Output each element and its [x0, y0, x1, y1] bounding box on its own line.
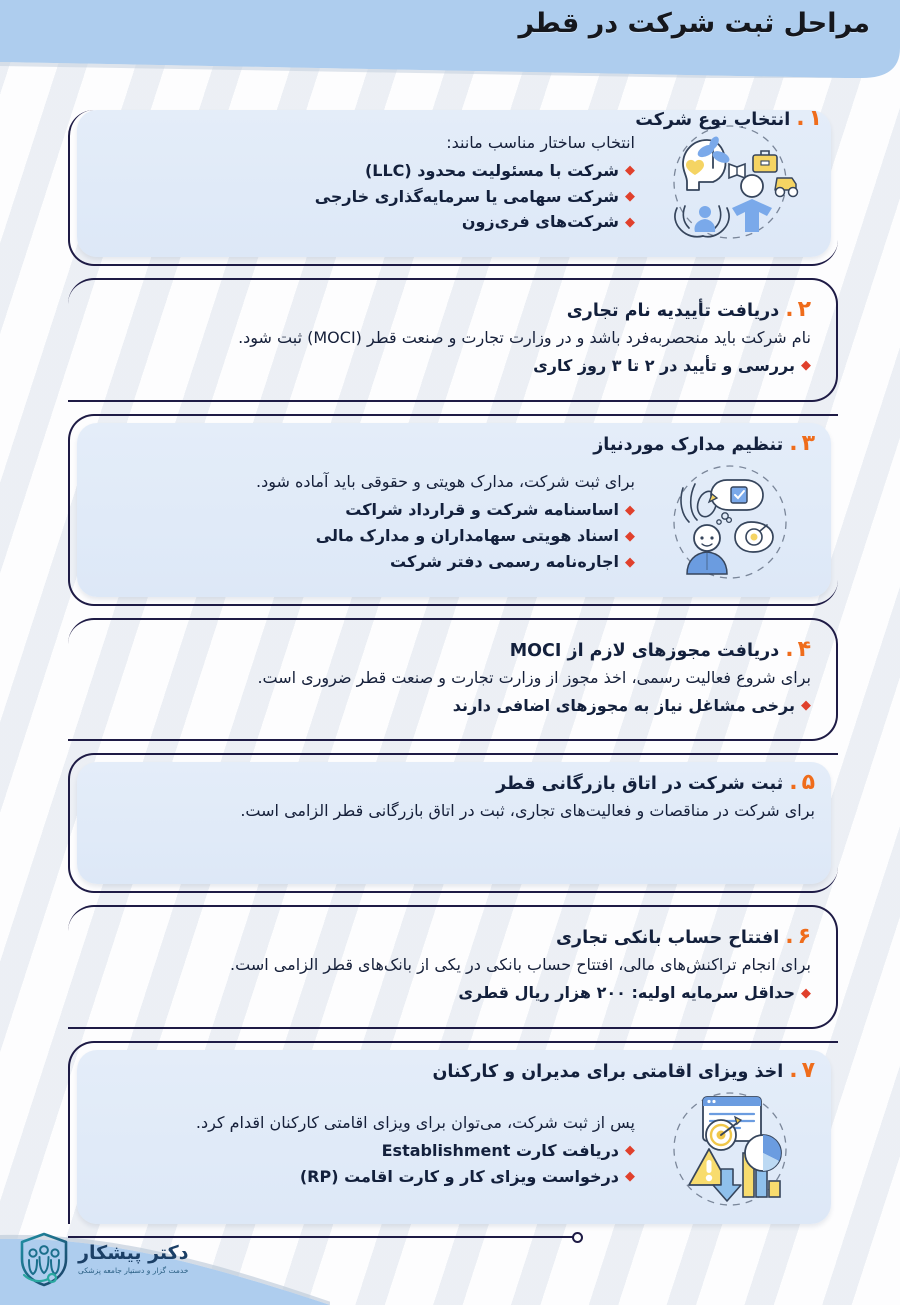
step-3-dot: . — [789, 430, 798, 456]
brand-logo — [18, 1231, 188, 1287]
step-4-desc: برای شروع فعالیت رسمی، اخذ مجوز از وزارت تجارت و صنعت قطر ضروری است. — [257, 667, 811, 687]
step-6-desc: برای انجام تراکنش‌های مالی، افتتاح حساب بانکی در یکی از بانک‌های قطر الزامی است. — [230, 955, 811, 975]
step-3-desc: برای ثبت شرکت، مدارک هویتی و حقوقی باید آماده شود. — [256, 472, 635, 492]
step-7-number: ۷ — [801, 1058, 815, 1084]
step-6-number: ۶ — [797, 924, 811, 950]
list-item — [93, 353, 811, 379]
step-3-frame — [68, 414, 838, 606]
step-2-bullets — [93, 353, 811, 379]
step-2-bullet-1: بررسی و تأیید در ۲ تا ۳ روز کاری — [533, 355, 795, 375]
step-3-bullet-3: اجاره‌نامه رسمی دفتر شرکت — [390, 552, 619, 572]
step-4-dot: . — [785, 636, 794, 662]
header-banner — [0, 0, 900, 78]
brand-name: دکتر پیشکار — [78, 1242, 189, 1265]
step-3-title: تنظیم مدارک موردنیاز — [593, 434, 784, 455]
report-analytics-icon — [655, 1087, 805, 1212]
step-3-heading — [93, 430, 815, 457]
step-1-card — [77, 106, 831, 257]
step-7-bullet-1: دریافت کارت Establishment — [381, 1140, 619, 1160]
people-growth-icon — [655, 120, 805, 245]
step-1 — [0, 106, 900, 266]
step-1-bullet-2: شرکت سهامی یا سرمایه‌گذاری خارجی — [314, 186, 619, 206]
step-1-title: انتخاب نوع شرکت — [635, 110, 791, 130]
list-item — [93, 1164, 635, 1190]
step-4-bullets — [93, 693, 811, 719]
step-2-desc: نام شرکت باید منحصربه‌فرد باشد و در وزارت تجارت و صنعت قطر (MOCI) ثبت شود. — [238, 327, 811, 347]
step-5-title: ثبت شرکت در اتاق بازرگانی قطر — [496, 774, 784, 795]
list-item — [93, 209, 635, 235]
list-item — [93, 158, 635, 184]
step-6-title: افتتاح حساب بانکی تجاری — [555, 928, 780, 949]
list-item — [93, 693, 811, 719]
step-2-dot: . — [785, 297, 794, 322]
step-5 — [0, 753, 900, 893]
step-6-bullets — [93, 980, 811, 1006]
diamond-bullet-icon: ◆ — [625, 163, 635, 179]
step-1-illustration — [645, 120, 815, 245]
step-1-dot: . — [796, 106, 805, 131]
diamond-bullet-icon: ◆ — [625, 554, 635, 570]
step-2 — [0, 278, 900, 402]
step-1-frame — [68, 106, 838, 266]
step-7-title: اخذ ویزای اقامتی برای مدیران و کارکنان — [432, 1062, 784, 1083]
steps-list — [0, 88, 900, 1231]
step-7-desc: پس از ثبت شرکت، می‌توان برای ویزای اقامتی کارکنان اقدام کرد. — [195, 1112, 635, 1132]
step-1-body — [93, 120, 815, 245]
step-6-frame — [68, 905, 838, 1029]
step-3-number: ۳ — [801, 430, 815, 456]
page-title: مراحل ثبت شرکت در قطر — [518, 8, 870, 39]
step-3 — [0, 414, 900, 606]
step-6 — [0, 905, 900, 1029]
thinking-person-icon — [655, 460, 805, 585]
list-item — [93, 523, 635, 549]
list-item — [93, 1138, 635, 1164]
brand-tagline: خدمت گزار و دستیار جامعه پزشکی — [78, 1265, 189, 1275]
step-5-dot: . — [789, 770, 798, 796]
step-3-body — [93, 460, 815, 585]
list-item — [93, 980, 811, 1006]
diamond-bullet-icon: ◆ — [625, 528, 635, 544]
step-7-closing-dot — [572, 1232, 583, 1243]
step-6-heading — [93, 926, 811, 950]
step-2-card — [75, 287, 829, 393]
shield-family-stethoscope-icon — [18, 1231, 70, 1287]
step-5-heading — [93, 772, 815, 796]
step-7-bullets — [93, 1138, 635, 1190]
step-7-illustration — [645, 1087, 815, 1212]
diamond-bullet-icon: ◆ — [625, 189, 635, 204]
step-4-frame — [68, 618, 838, 742]
list-item — [93, 497, 635, 523]
diamond-bullet-icon: ◆ — [801, 985, 811, 1001]
diamond-bullet-icon: ◆ — [801, 697, 811, 713]
step-3-text — [93, 469, 635, 575]
step-2-title: دریافت تأییدیه نام تجاری — [566, 301, 780, 321]
step-7-body — [93, 1087, 815, 1212]
step-1-desc: انتخاب ساختار مناسب مانند: — [446, 132, 635, 152]
step-2-number: ۲ — [797, 297, 811, 322]
step-2-heading — [93, 299, 811, 323]
step-1-bullet-3: شرکت‌های فری‌زون — [461, 212, 619, 232]
step-7-dot: . — [789, 1058, 798, 1084]
step-4-card — [75, 627, 829, 733]
step-4-bullet-1: برخی مشاغل نیاز به مجوزهای اضافی دارند — [452, 695, 795, 715]
step-6-card — [75, 914, 829, 1020]
step-7-heading — [93, 1060, 815, 1084]
step-7-text — [93, 1110, 635, 1190]
step-1-number: ۱ — [808, 106, 822, 131]
step-4 — [0, 618, 900, 742]
step-4-number: ۴ — [797, 636, 811, 662]
step-7-bullet-2: درخواست ویزای کار و کارت اقامت (RP) — [299, 1166, 619, 1186]
list-item — [93, 184, 635, 210]
step-1-text — [93, 130, 635, 236]
diamond-bullet-icon: ◆ — [625, 502, 635, 518]
step-1-bullets — [93, 158, 635, 236]
step-7-frame — [68, 1041, 838, 1224]
step-6-dot: . — [785, 924, 794, 950]
diamond-bullet-icon: ◆ — [625, 1143, 635, 1159]
list-item — [93, 549, 635, 575]
step-3-illustration — [645, 460, 815, 585]
step-3-bullets — [93, 497, 635, 575]
step-5-frame — [68, 753, 838, 893]
step-2-frame — [68, 278, 838, 402]
diamond-bullet-icon: ◆ — [801, 358, 811, 374]
step-1-heading — [635, 108, 822, 132]
step-7-card — [77, 1050, 831, 1224]
diamond-bullet-icon: ◆ — [625, 1169, 635, 1185]
step-1-bullet-1: شرکت با مسئولیت محدود (LLC) — [364, 160, 619, 180]
step-3-bullet-1: اساسنامه شرکت و قرارداد شراکت — [345, 500, 619, 520]
diamond-bullet-icon: ◆ — [625, 214, 635, 230]
step-7 — [0, 1041, 900, 1224]
brand-text — [78, 1243, 188, 1275]
step-3-card — [77, 423, 831, 597]
step-4-title: دریافت مجوزهای لازم از MOCI — [509, 640, 780, 661]
step-5-card — [77, 762, 831, 884]
step-4-heading — [93, 636, 811, 663]
step-6-bullet-1: حداقل سرمایه اولیه: ۲۰۰ هزار ریال قطری — [458, 983, 795, 1003]
step-5-number: ۵ — [801, 770, 815, 796]
step-5-desc: برای شرکت در مناقصات و فعالیت‌های تجاری، ثبت در اتاق بازرگانی قطر الزامی است. — [240, 801, 815, 821]
step-3-bullet-2: اسناد هویتی سهامداران و مدارک مالی — [315, 526, 619, 546]
